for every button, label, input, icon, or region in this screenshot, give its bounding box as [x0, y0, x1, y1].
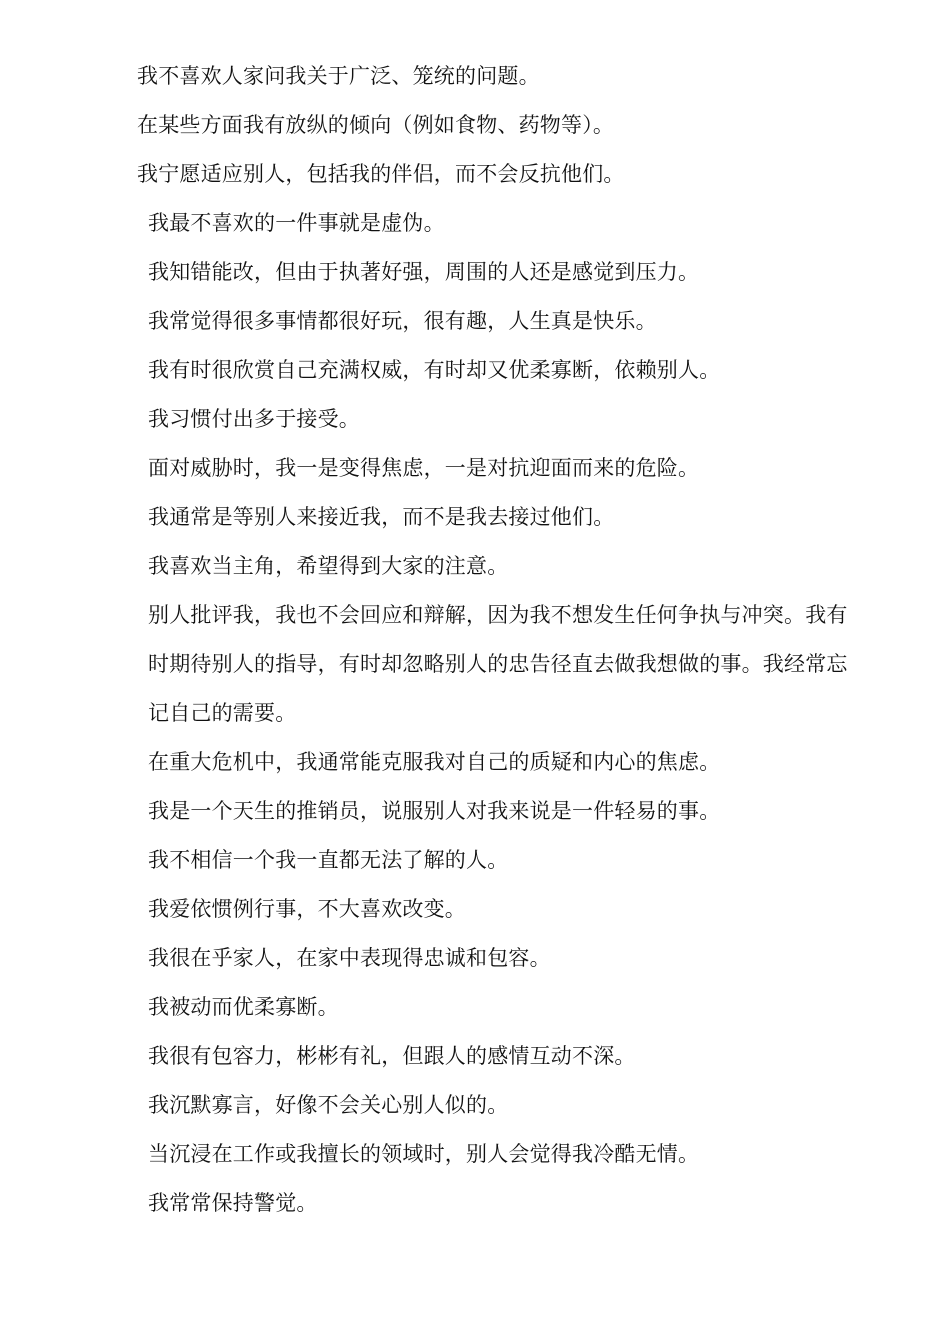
text-line: 在某些方面我有放纵的倾向（例如食物、药物等）。	[137, 113, 615, 137]
text-line: 我有时很欣赏自己充满权威，有时却又优柔寡断，依赖别人。	[148, 358, 721, 382]
text-line: 我通常是等别人来接近我，而不是我去接过他们。	[148, 505, 615, 529]
text-line: 在重大危机中，我通常能克服我对自己的质疑和内心的焦虑。	[148, 750, 721, 774]
text-line: 我知错能改，但由于执著好强，周围的人还是感觉到压力。	[148, 260, 700, 284]
text-line: 我很在乎家人，在家中表现得忠诚和包容。	[148, 946, 551, 970]
text-line: 时期待别人的指导，有时却忽略别人的忠告径直去做我想做的事。我经常忘	[148, 652, 848, 676]
text-line: 我常觉得很多事情都很好玩，很有趣，人生真是快乐。	[148, 309, 657, 333]
text-line: 面对威胁时，我一是变得焦虑，一是对抗迎面而来的危险。	[148, 456, 700, 480]
text-line: 当沉浸在工作或我擅长的领域时，别人会觉得我冷酷无情。	[148, 1142, 700, 1166]
text-line: 我常常保持警觉。	[148, 1191, 318, 1215]
text-line: 我沉默寡言，好像不会关心别人似的。	[148, 1093, 509, 1117]
text-line: 我不喜欢人家问我关于广泛、笼统的问题。	[137, 64, 540, 88]
text-line: 我喜欢当主角，希望得到大家的注意。	[148, 554, 509, 578]
text-line: 记自己的需要。	[148, 701, 297, 725]
text-line: 我很有包容力，彬彬有礼，但跟人的感情互动不深。	[148, 1044, 636, 1068]
text-line: 我不相信一个我一直都无法了解的人。	[148, 848, 509, 872]
text-line: 我爱依惯例行事，不大喜欢改变。	[148, 897, 466, 921]
text-line: 我是一个天生的推销员，说服别人对我来说是一件轻易的事。	[148, 799, 721, 823]
text-line: 我宁愿适应别人，包括我的伴侣，而不会反抗他们。	[137, 162, 625, 186]
text-line: 我最不喜欢的一件事就是虚伪。	[148, 211, 445, 235]
text-line: 我习惯付出多于接受。	[148, 407, 360, 431]
text-line: 我被动而优柔寡断。	[148, 995, 339, 1019]
text-line: 别人批评我，我也不会回应和辩解，因为我不想发生任何争执与冲突。我有	[148, 603, 848, 627]
